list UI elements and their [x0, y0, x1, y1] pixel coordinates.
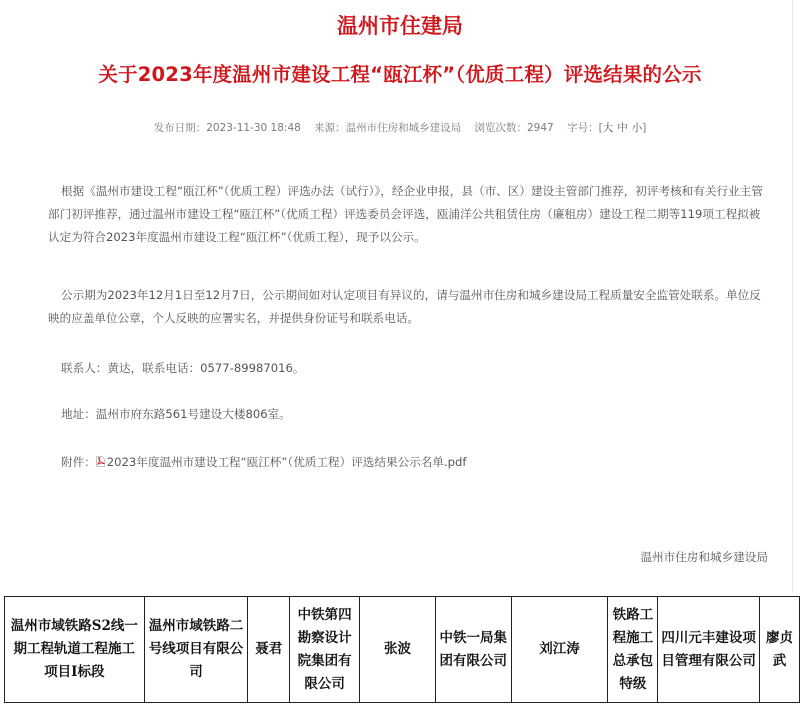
- table-cell-qualification: 铁路工程施工总承包特级: [608, 597, 658, 703]
- footer-org: 温州市住房和城乡建设局: [640, 550, 768, 564]
- font-size-close-bracket: ]: [642, 122, 647, 134]
- body-paragraph-2: 公示期为2023年12月1日至12月7日，公示期间如对认定项目有异议的，请与温州市住房和城乡建设局工程质量安全监管处联系。单位反映的应盖单位公章，个人反映的应署实名，并提供身份证号和联系电话。: [48, 288, 761, 325]
- pdf-icon: [96, 452, 105, 463]
- meta-bar: [0, 120, 800, 135]
- table-cell-builder-contact: 聂君: [248, 597, 290, 703]
- result-table: [4, 596, 800, 703]
- table-cell-designer: 中铁第四勘察设计院集团有限公司: [290, 597, 360, 703]
- source-value: 温州市住房和城乡建设局: [345, 122, 462, 134]
- right-divider: [792, 0, 793, 592]
- source-label: 来源：: [314, 122, 346, 134]
- source: [314, 122, 461, 134]
- font-size-control: [567, 122, 646, 134]
- view-count-value: 2947: [527, 122, 554, 134]
- table-cell-contractor: 中铁一局集团有限公司: [435, 597, 511, 703]
- table-row: [5, 597, 800, 703]
- table-cell-supervisor: 四川元丰建设项目管理有限公司: [658, 597, 760, 703]
- font-size-open-bracket: [: [598, 122, 603, 134]
- table-cell-supervisor-contact: 廖贞武: [760, 597, 800, 703]
- contact-line: 联系人：黄达，联系电话：0577-89987016。: [61, 361, 305, 375]
- font-size-large-link[interactable]: 大: [602, 122, 614, 134]
- table-cell-designer-contact: 张波: [360, 597, 436, 703]
- result-table-section: [0, 592, 800, 709]
- page-title: 关于2023年度温州市建设工程“瓯江杯”（优质工程）评选结果的公示: [98, 63, 702, 86]
- publish-date: [154, 122, 301, 134]
- publish-date-label: 发布日期：: [153, 122, 207, 134]
- font-size-label: 字号：: [567, 122, 599, 134]
- attachment-file-link[interactable]: 2023年度温州市建设工程“瓯江杯”（优质工程）评选结果公示名单.pdf: [106, 455, 467, 469]
- table-cell-project: 温州市域铁路S2线一期工程轨道工程施工项目Ⅰ标段: [5, 597, 145, 703]
- table-cell-builder: 温州市域铁路二号线项目有限公司: [144, 597, 248, 703]
- address-line: 地址：温州市府东路561号建设大楼806室。: [61, 407, 291, 421]
- publish-date-value: 2023-11-30 18:48: [206, 122, 301, 134]
- table-cell-contractor-contact: 刘江涛: [511, 597, 608, 703]
- attachment-line: [61, 451, 761, 474]
- body-paragraph-1: 根据《温州市建设工程“瓯江杯”（优质工程）评选办法（试行）》，经企业申报，县（市、区）建设主管部门推荐，初评考核和有关行业主管部门初评推荐，通过温州市建设工程“瓯江杯”（优质工程）评选委员会评选，瓯浦洋公共租赁住房（廉租房）建设工程二期等119项工程拟被认定为符合2023年度温州市建设工程“瓯江杯”（优质工程），现予以公示。: [48, 184, 763, 244]
- view-count: [475, 122, 554, 134]
- attachment-label: 附件：: [61, 455, 96, 469]
- font-size-small-link[interactable]: 小: [631, 122, 643, 134]
- org-title: 温州市住建局: [337, 14, 463, 38]
- font-size-medium-link[interactable]: 中: [617, 122, 628, 134]
- view-count-label: 浏览次数：: [474, 122, 527, 134]
